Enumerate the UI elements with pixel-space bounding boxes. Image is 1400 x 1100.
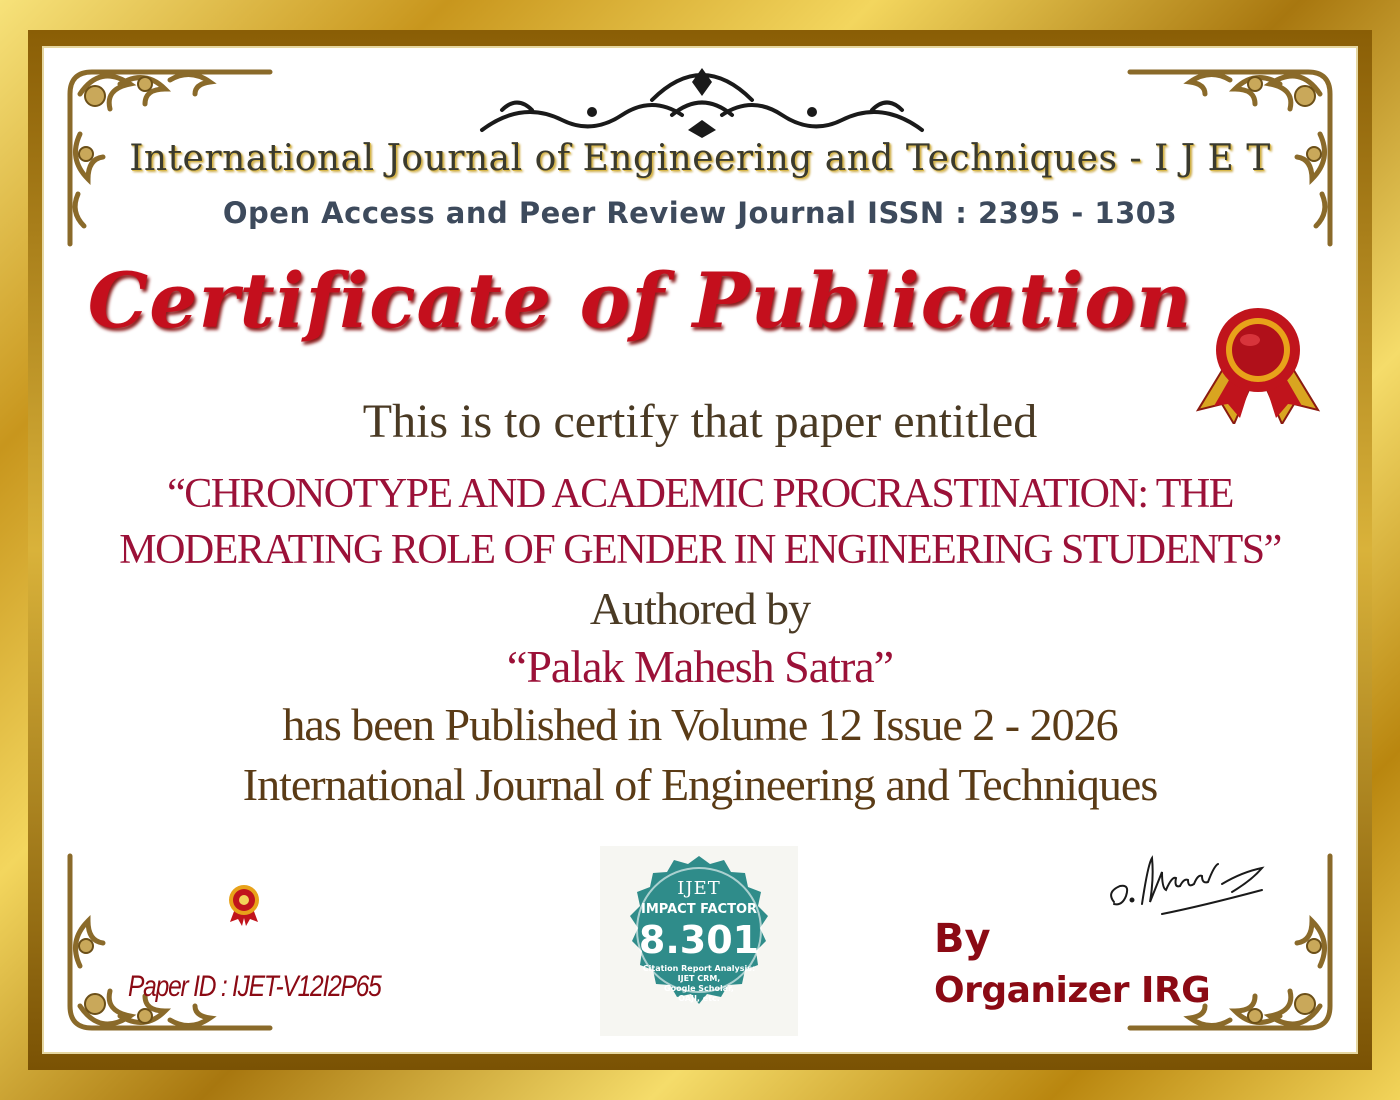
badge-citation-line: Google Scholar, xyxy=(664,984,734,993)
certificate-paper xyxy=(42,46,1358,1054)
flourish-ornament-icon xyxy=(472,60,932,140)
by-label: By xyxy=(934,916,991,962)
published-line: has been Published in Volume 12 Issue 2 - 2026 xyxy=(282,699,1118,750)
impact-factor-badge xyxy=(600,846,798,1036)
authored-by-label: Authored by xyxy=(589,583,811,634)
journal-title: International Journal of Engineering and Techniques - I J E T xyxy=(129,138,1271,179)
badge-citation-line: OAJI, etc. xyxy=(678,994,720,1003)
badge-label: IMPACT FACTOR xyxy=(640,902,758,917)
signature-icon xyxy=(1102,854,1272,924)
corner-ornament-icon xyxy=(50,846,280,1046)
paper-title: “CHRONOTYPE AND ACADEMIC PROCRASTINATION: THE MODERATING ROLE OF GENDER IN ENGINEERING STUDENTS” xyxy=(119,471,1281,573)
medal-icon xyxy=(224,882,264,926)
certificate-title: Certificate of Publication xyxy=(87,256,1193,345)
author-name: “Palak Mahesh Satra” xyxy=(506,641,894,692)
journal-full-name: International Journal of Engineering and Techniques xyxy=(242,759,1158,810)
badge-name: IJET xyxy=(677,878,721,899)
certify-line: This is to certify that paper entitled xyxy=(362,395,1038,448)
badge-citation-line: IJET CRM, xyxy=(677,974,721,983)
organizer-name: Organizer IRG xyxy=(934,970,1211,1011)
badge-citation xyxy=(600,964,798,1004)
badge-citation-line: Citation Report Analysis: xyxy=(642,964,756,973)
badge-value: 8.301 xyxy=(638,918,760,962)
paper-id: Paper ID : IJET-V12I2P65 xyxy=(128,970,381,1003)
journal-subtitle: Open Access and Peer Review Journal ISSN : 2395 - 1303 xyxy=(222,196,1178,230)
